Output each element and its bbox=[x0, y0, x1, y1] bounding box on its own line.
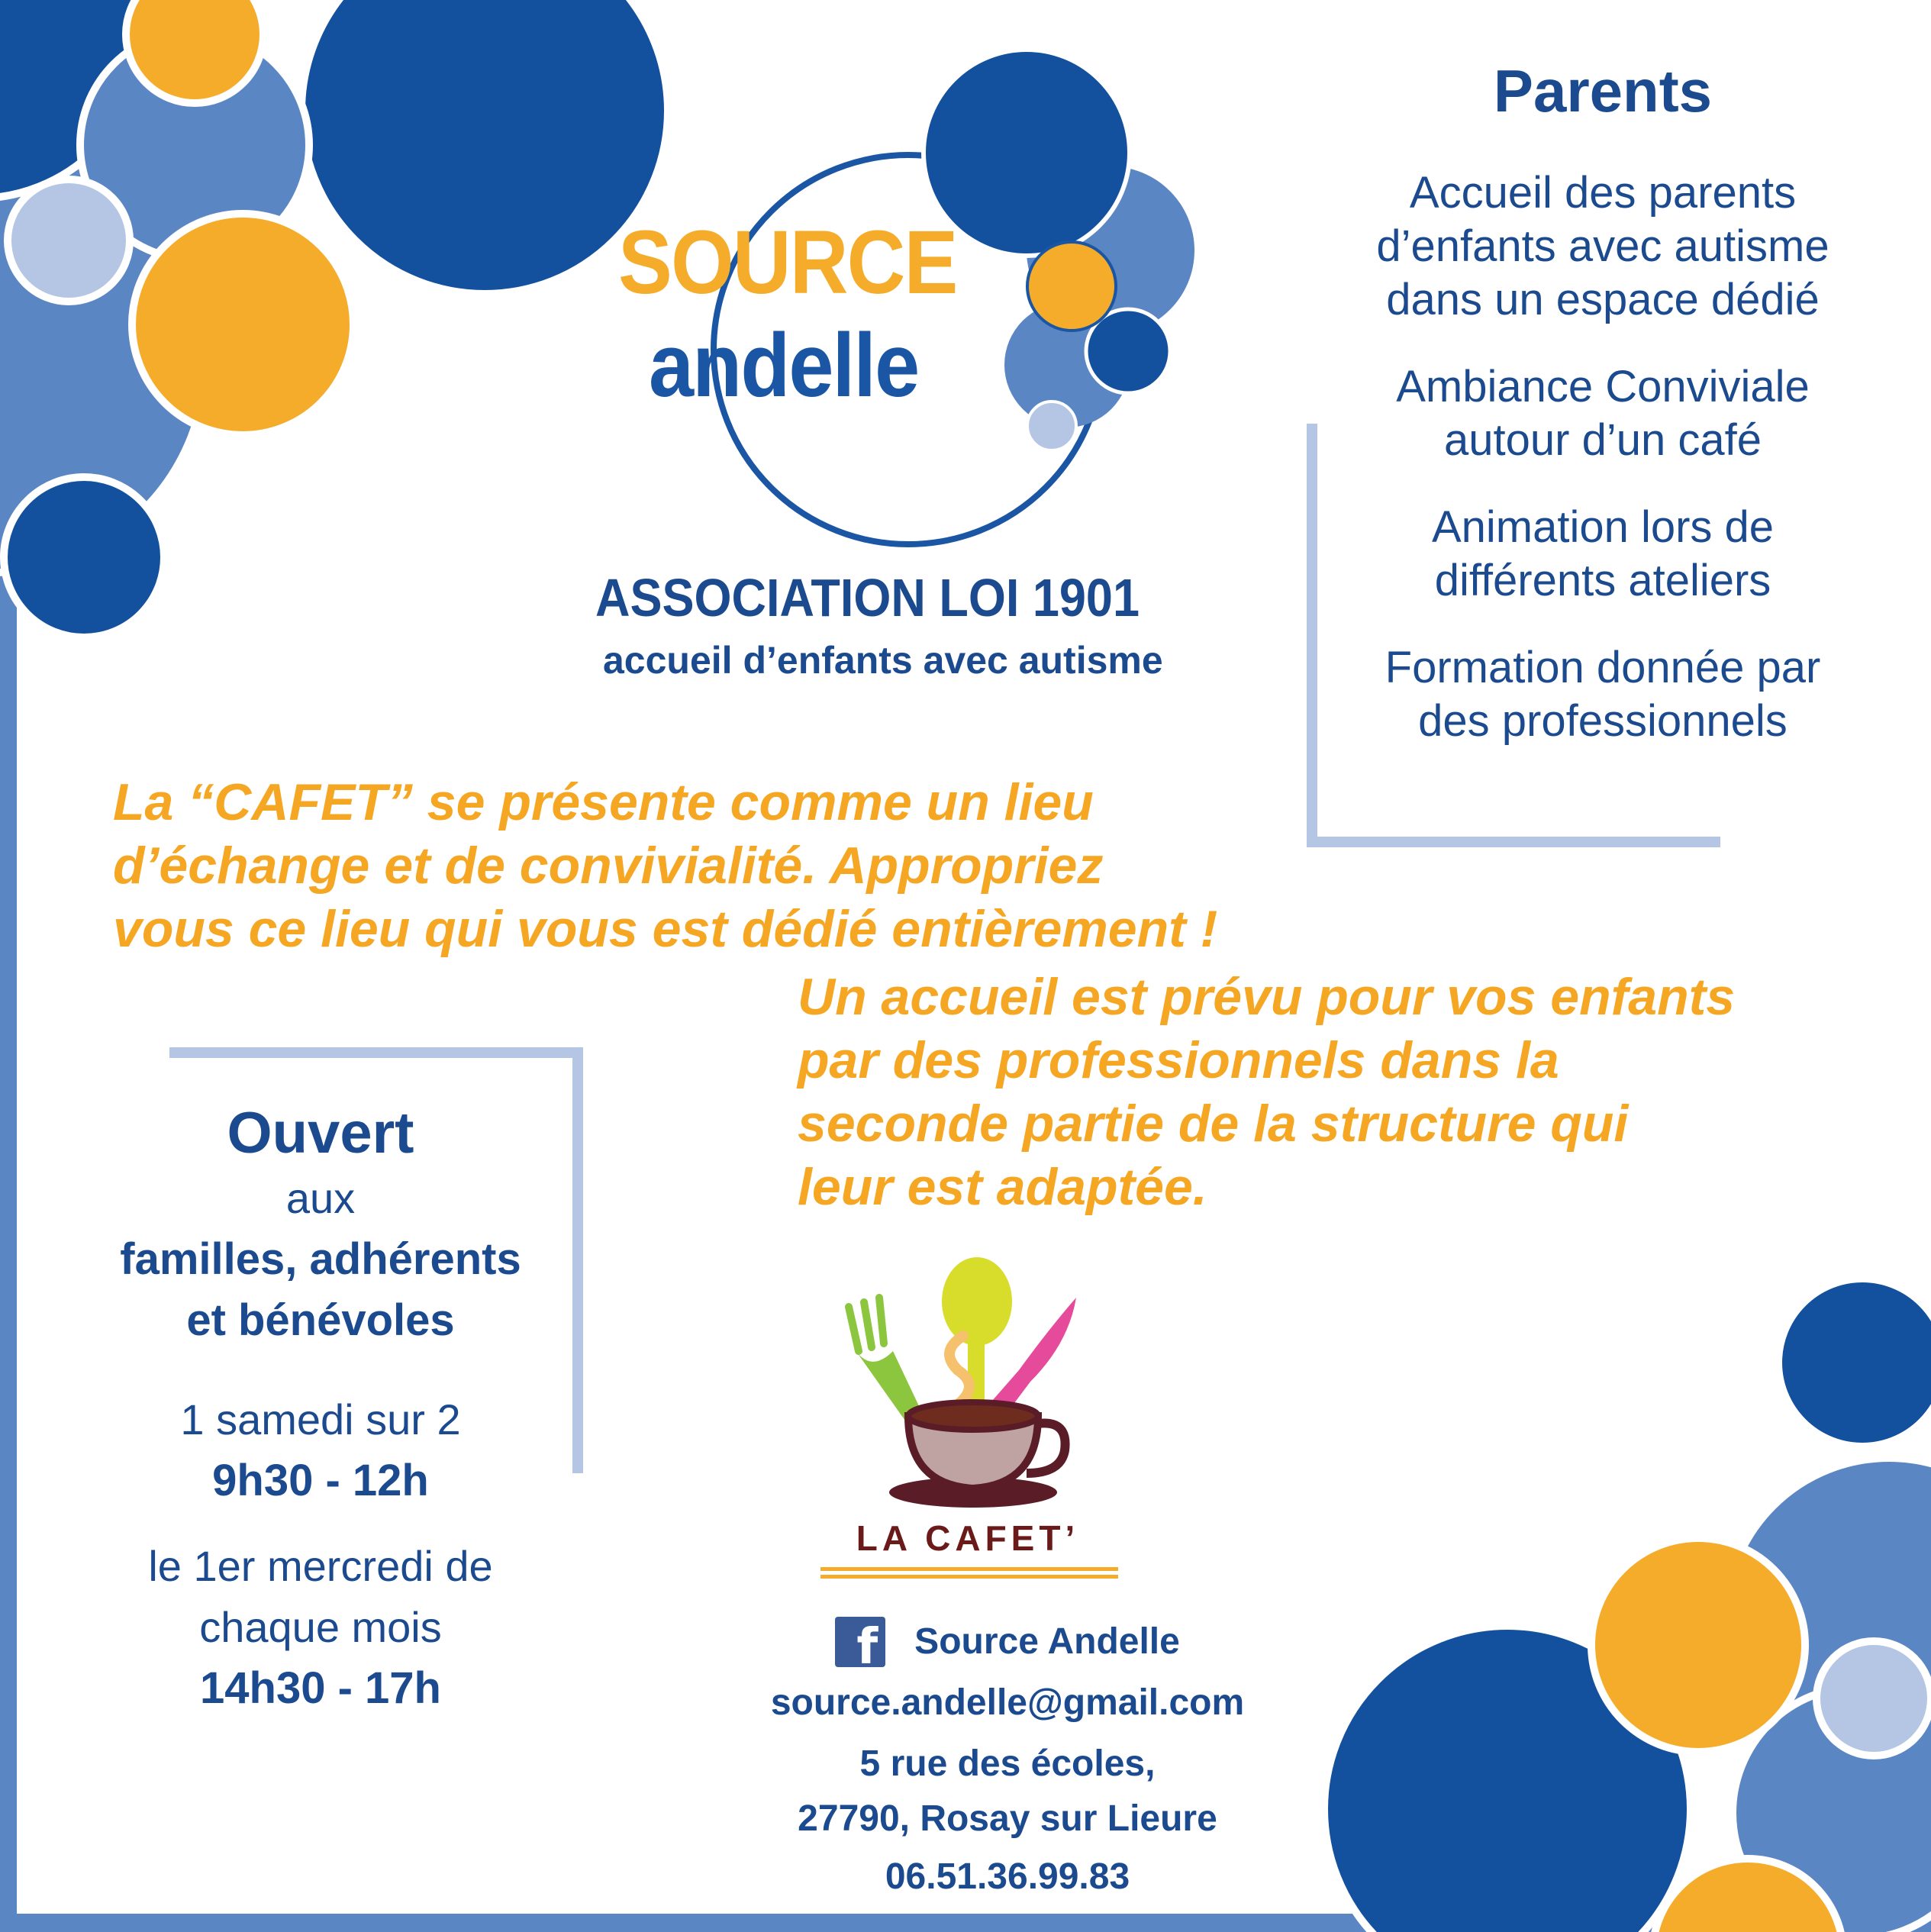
address-line: 5 rue des écoles, bbox=[859, 1743, 1156, 1784]
facebook-icon: f bbox=[835, 1617, 885, 1667]
contact-block bbox=[672, 1614, 1343, 1905]
wednesday-time: 14h30 - 17h bbox=[200, 1663, 441, 1713]
bubble bbox=[1591, 1538, 1805, 1752]
facebook-name[interactable]: Source Andelle bbox=[914, 1621, 1180, 1662]
bracket-vertical bbox=[572, 1047, 583, 1473]
bottom-right-bubbles bbox=[1324, 1279, 1931, 1932]
opening-hours bbox=[92, 1099, 550, 1719]
logo-bubble bbox=[1027, 402, 1076, 450]
bubble bbox=[132, 214, 353, 435]
facebook-row[interactable] bbox=[672, 1614, 1343, 1676]
cafet-logo-text: LA CAFET’ bbox=[856, 1518, 1080, 1558]
wednesday-schedule: chaque mois bbox=[199, 1603, 442, 1651]
opening-audience: et bénévoles bbox=[186, 1295, 455, 1345]
opening-aux: aux bbox=[285, 1174, 356, 1222]
parents-section bbox=[1320, 57, 1885, 782]
bubble bbox=[1817, 1641, 1931, 1756]
parents-title: Parents bbox=[1493, 57, 1713, 124]
address-line: 27790, Rosay sur Lieure bbox=[798, 1798, 1217, 1839]
bubble bbox=[1778, 1279, 1931, 1447]
bracket-horizontal bbox=[169, 1047, 583, 1058]
cafet-underline bbox=[820, 1575, 1118, 1579]
parents-item: Ambiance Conviviale autour d’un café bbox=[1396, 362, 1810, 465]
bubble bbox=[8, 179, 130, 302]
wednesday-schedule: le 1er mercredi de bbox=[148, 1542, 493, 1590]
logo-source-text: SOURCE bbox=[618, 212, 957, 313]
saturday-time: 9h30 - 12h bbox=[212, 1456, 429, 1505]
opening-audience: familles, adhérents bbox=[120, 1234, 521, 1284]
bracket-horizontal bbox=[1307, 837, 1720, 847]
cafet-intro-paragraph: La “CAFET” se présente comme un lieu d’échange et de convivialité. Appropriez vous ce lieu qui vous est dédié entièrement ! bbox=[113, 773, 1218, 958]
parents-item: Animation lors de différents ateliers bbox=[1431, 502, 1775, 605]
phone-number[interactable]: 06.51.36.99.83 bbox=[885, 1856, 1130, 1897]
bubble bbox=[301, 0, 668, 294]
association-subtitle: accueil d’enfants avec autisme bbox=[603, 639, 1163, 682]
kids-care-paragraph: Un accueil est prévu pour vos enfants par des professionnels dans la seconde partie de la structure qui leur est adaptée. bbox=[798, 968, 1736, 1216]
logo-andelle-text: andelle bbox=[649, 315, 919, 416]
parents-item: Formation donnée par des professionnels bbox=[1385, 643, 1821, 746]
parents-item: Accueil des parents d’enfants avec autisme dans un espace dédié bbox=[1376, 168, 1829, 324]
saturday-schedule: 1 samedi sur 2 bbox=[180, 1395, 461, 1443]
opening-title: Ouvert bbox=[227, 1101, 414, 1166]
logo-bubble bbox=[1027, 242, 1116, 331]
cafet-underline bbox=[820, 1567, 1118, 1571]
email-link[interactable]: source.andelle@gmail.com bbox=[770, 1682, 1245, 1723]
top-left-bubbles bbox=[0, 0, 668, 637]
bubble bbox=[126, 0, 263, 103]
association-title: ASSOCIATION LOI 1901 bbox=[595, 568, 1140, 627]
bubble bbox=[4, 477, 164, 637]
